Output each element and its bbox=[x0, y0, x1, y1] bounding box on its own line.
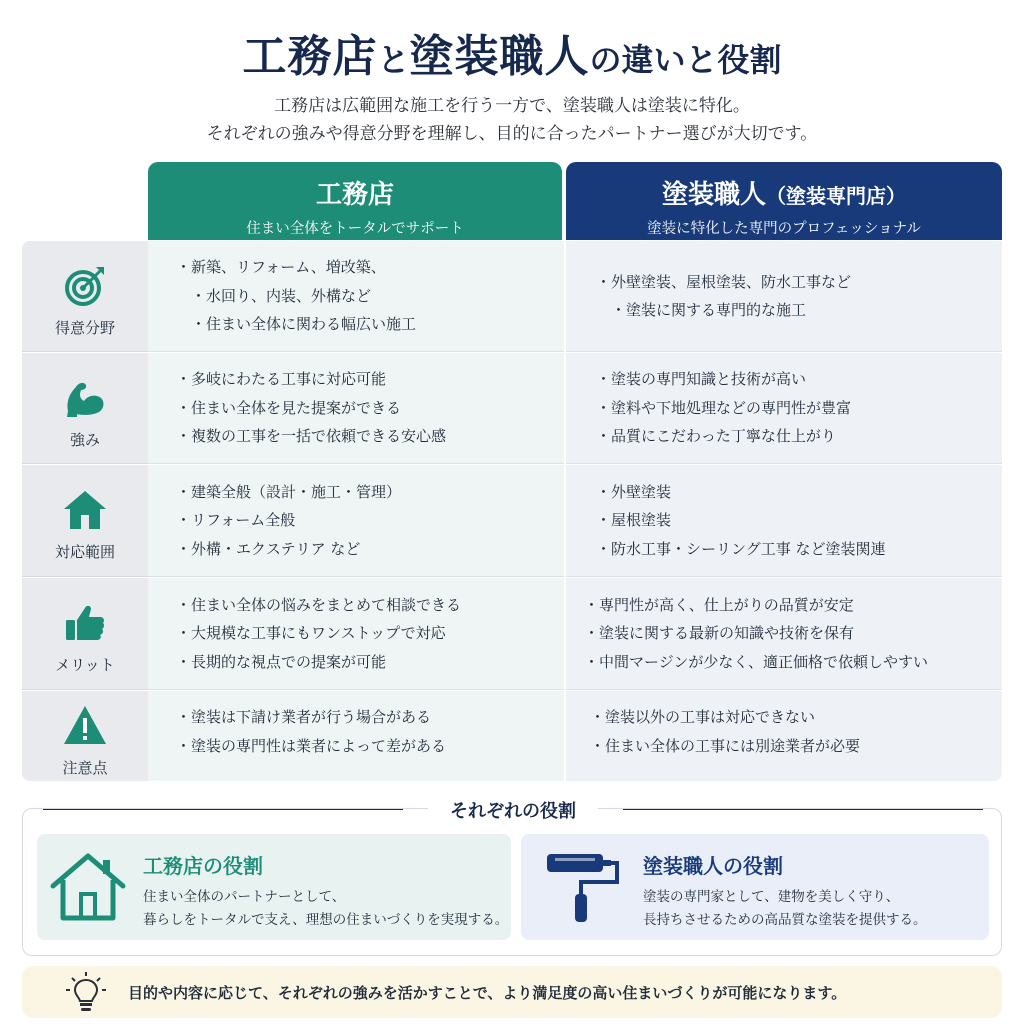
row-label-text: 得意分野 bbox=[54, 319, 115, 337]
list-item: ・ 塗装に関する最新の知識や技術を保有 bbox=[584, 619, 928, 648]
title-part3: 塗装職人 bbox=[409, 31, 590, 82]
list-item: ・ 外壁塗装 bbox=[596, 478, 886, 507]
list-item: ・ 専門性が高く、仕上がりの品質が安定 bbox=[584, 591, 928, 620]
paint-roller-icon bbox=[541, 846, 623, 928]
tosou-scope-list bbox=[566, 478, 886, 564]
koumuten-specialty-list bbox=[148, 253, 416, 339]
list-item bbox=[176, 310, 416, 339]
role-desc-tosou bbox=[643, 886, 927, 932]
row-label-text: メリット bbox=[55, 656, 115, 674]
list-item: ・ 住まい全体の悩みをまとめて相談できる bbox=[176, 591, 461, 620]
list-item: ・ 塗料や下地処理などの専門性が豊富 bbox=[596, 394, 851, 423]
role-card-koumuten bbox=[37, 834, 511, 940]
tosou-strength-list bbox=[566, 365, 851, 451]
column-title-tosou-paren: （塗装専門店） bbox=[766, 184, 906, 208]
roles-section bbox=[22, 801, 1002, 956]
list-item: ・ 塗装の専門性は業者によって差がある bbox=[176, 732, 446, 761]
cell-koumuten-specialty bbox=[148, 241, 564, 352]
role-title-tosou: 塗装職人の役割 bbox=[643, 854, 783, 878]
list-item: ・ 品質にこだわった丁寧な仕上がり bbox=[596, 422, 851, 451]
roles-title-text: それぞれの役割 bbox=[428, 801, 598, 822]
row-label-caution bbox=[22, 691, 148, 781]
tosou-merit-list bbox=[566, 591, 928, 677]
list-item: ・ 長期的な視点での提案が可能 bbox=[176, 648, 461, 677]
row-label-merit bbox=[22, 578, 148, 690]
list-item: ・ 屋根塗装 bbox=[596, 506, 886, 535]
list-item bbox=[176, 282, 416, 311]
list-item: ・ 建築全般（設計・施工・管理） bbox=[176, 478, 401, 507]
role-desc-koumuten bbox=[143, 886, 508, 932]
list-item: ・ 住まい全体を見た提案ができる bbox=[176, 394, 446, 423]
tosou-specialty-list bbox=[566, 268, 851, 325]
column-subtitle-koumuten: 住まい全体をトータルでサポート bbox=[246, 221, 464, 237]
cell-tosou-specialty bbox=[566, 241, 1002, 352]
role-title-koumuten: 工務店の役割 bbox=[143, 854, 263, 878]
koumuten-caution-list bbox=[148, 703, 446, 760]
lightbulb-icon bbox=[64, 970, 108, 1014]
list-item: ・ 住まい全体の工事には別途業者が必要 bbox=[590, 732, 860, 761]
list-item: ・ 塗装以外の工事は対応できない bbox=[590, 703, 860, 732]
row-label-text: 強み bbox=[69, 431, 100, 449]
column-title-tosou bbox=[566, 174, 1002, 211]
muscle-icon bbox=[62, 375, 108, 421]
title-part2: と bbox=[377, 41, 410, 79]
column-title-koumuten: 工務店 bbox=[315, 180, 394, 210]
cell-koumuten-caution bbox=[148, 691, 564, 781]
role-card-tosou bbox=[521, 834, 989, 940]
column-title-tosou-main: 塗装職人 bbox=[661, 180, 766, 210]
cell-koumuten-merit bbox=[148, 578, 564, 690]
koumuten-strength-list bbox=[148, 365, 446, 451]
column-header-koumuten bbox=[148, 162, 562, 240]
cell-koumuten-scope bbox=[148, 465, 564, 577]
thumbs-up-icon bbox=[62, 600, 108, 646]
roles-title bbox=[23, 797, 1003, 823]
house-icon bbox=[62, 487, 108, 533]
list-item bbox=[596, 296, 851, 325]
intro-text bbox=[0, 92, 1024, 148]
koumuten-scope-list bbox=[148, 478, 401, 564]
title-part4: の違いと役割 bbox=[589, 41, 782, 79]
list-item: ・ 塗装の専門知識と技術が高い bbox=[596, 365, 851, 394]
note-text: 目的や内容に応じて、それぞれの強みを活かすことで、より満足度の高い住まいづくりが可能になります。 bbox=[128, 983, 847, 1002]
tosou-caution-list bbox=[566, 703, 860, 760]
cell-tosou-merit bbox=[566, 578, 1002, 690]
page-title bbox=[0, 20, 1024, 84]
list-item-text: 住まい全体に関わる幅広い施工 bbox=[206, 315, 417, 334]
cell-tosou-caution bbox=[566, 691, 1002, 781]
list-item: ・ 新築、リフォーム、増改築、 bbox=[176, 253, 416, 282]
row-label-scope bbox=[22, 465, 148, 577]
row-label-specialty bbox=[22, 241, 148, 352]
row-label-strength bbox=[22, 353, 148, 464]
house-outline-icon bbox=[47, 846, 129, 928]
list-item: ・ リフォーム全般 bbox=[176, 506, 401, 535]
role-desc-line: 暮らしをトータルで支え、理想の住まいづくりを実現する。 bbox=[143, 912, 509, 928]
list-item-text: 水回り、内装、外構など bbox=[206, 286, 372, 305]
cell-koumuten-strength bbox=[148, 353, 564, 464]
row-label-text: 対応範囲 bbox=[54, 543, 115, 561]
cell-tosou-scope bbox=[566, 465, 1002, 577]
cell-tosou-strength bbox=[566, 353, 1002, 464]
warning-icon bbox=[62, 703, 108, 749]
intro-line2: それぞれの強みや得意分野を理解し、目的に合ったパートナー選びが大切です。 bbox=[206, 124, 818, 144]
target-icon bbox=[62, 263, 108, 309]
list-item-text: 塗装に関する専門的な施工 bbox=[626, 301, 807, 319]
list-item: ・ 外構・エクステリア など bbox=[176, 535, 401, 564]
role-desc-line: 住まい全体のパートナーとして、 bbox=[143, 889, 346, 905]
list-item: ・ 塗装は下請け業者が行う場合がある bbox=[176, 703, 446, 732]
intro-line1: 工務店は広範囲な施工を行う一方で、塗装職人は塗装に特化。 bbox=[274, 96, 750, 116]
column-subtitle-tosou: 塗装に特化した専門のプロフェッショナル bbox=[647, 221, 921, 237]
list-item: ・ 複数の工事を一括で依頼できる安心感 bbox=[176, 422, 446, 451]
title-part1: 工務店 bbox=[242, 31, 378, 82]
list-item: ・ 大規模な工事にもワンストップで対応 bbox=[176, 619, 461, 648]
row-label-text: 注意点 bbox=[62, 759, 108, 777]
list-item: ・ 外壁塗装、屋根塗装、防水工事など bbox=[596, 268, 851, 297]
list-item: ・ 中間マージンが少なく、適正価格で依頼しやすい bbox=[584, 648, 928, 677]
column-header-tosou bbox=[566, 162, 1002, 240]
list-item: ・ 多岐にわたる工事に対応可能 bbox=[176, 365, 446, 394]
koumuten-merit-list bbox=[148, 591, 461, 677]
bottom-note bbox=[22, 966, 1002, 1018]
list-item: ・ 防水工事・シーリング工事 など塗装関連 bbox=[596, 535, 886, 564]
role-desc-line: 塗装の専門家として、建物を美しく守り、 bbox=[643, 889, 900, 905]
role-desc-line: 長持ちさせるための高品質な塗装を提供する。 bbox=[643, 912, 927, 928]
